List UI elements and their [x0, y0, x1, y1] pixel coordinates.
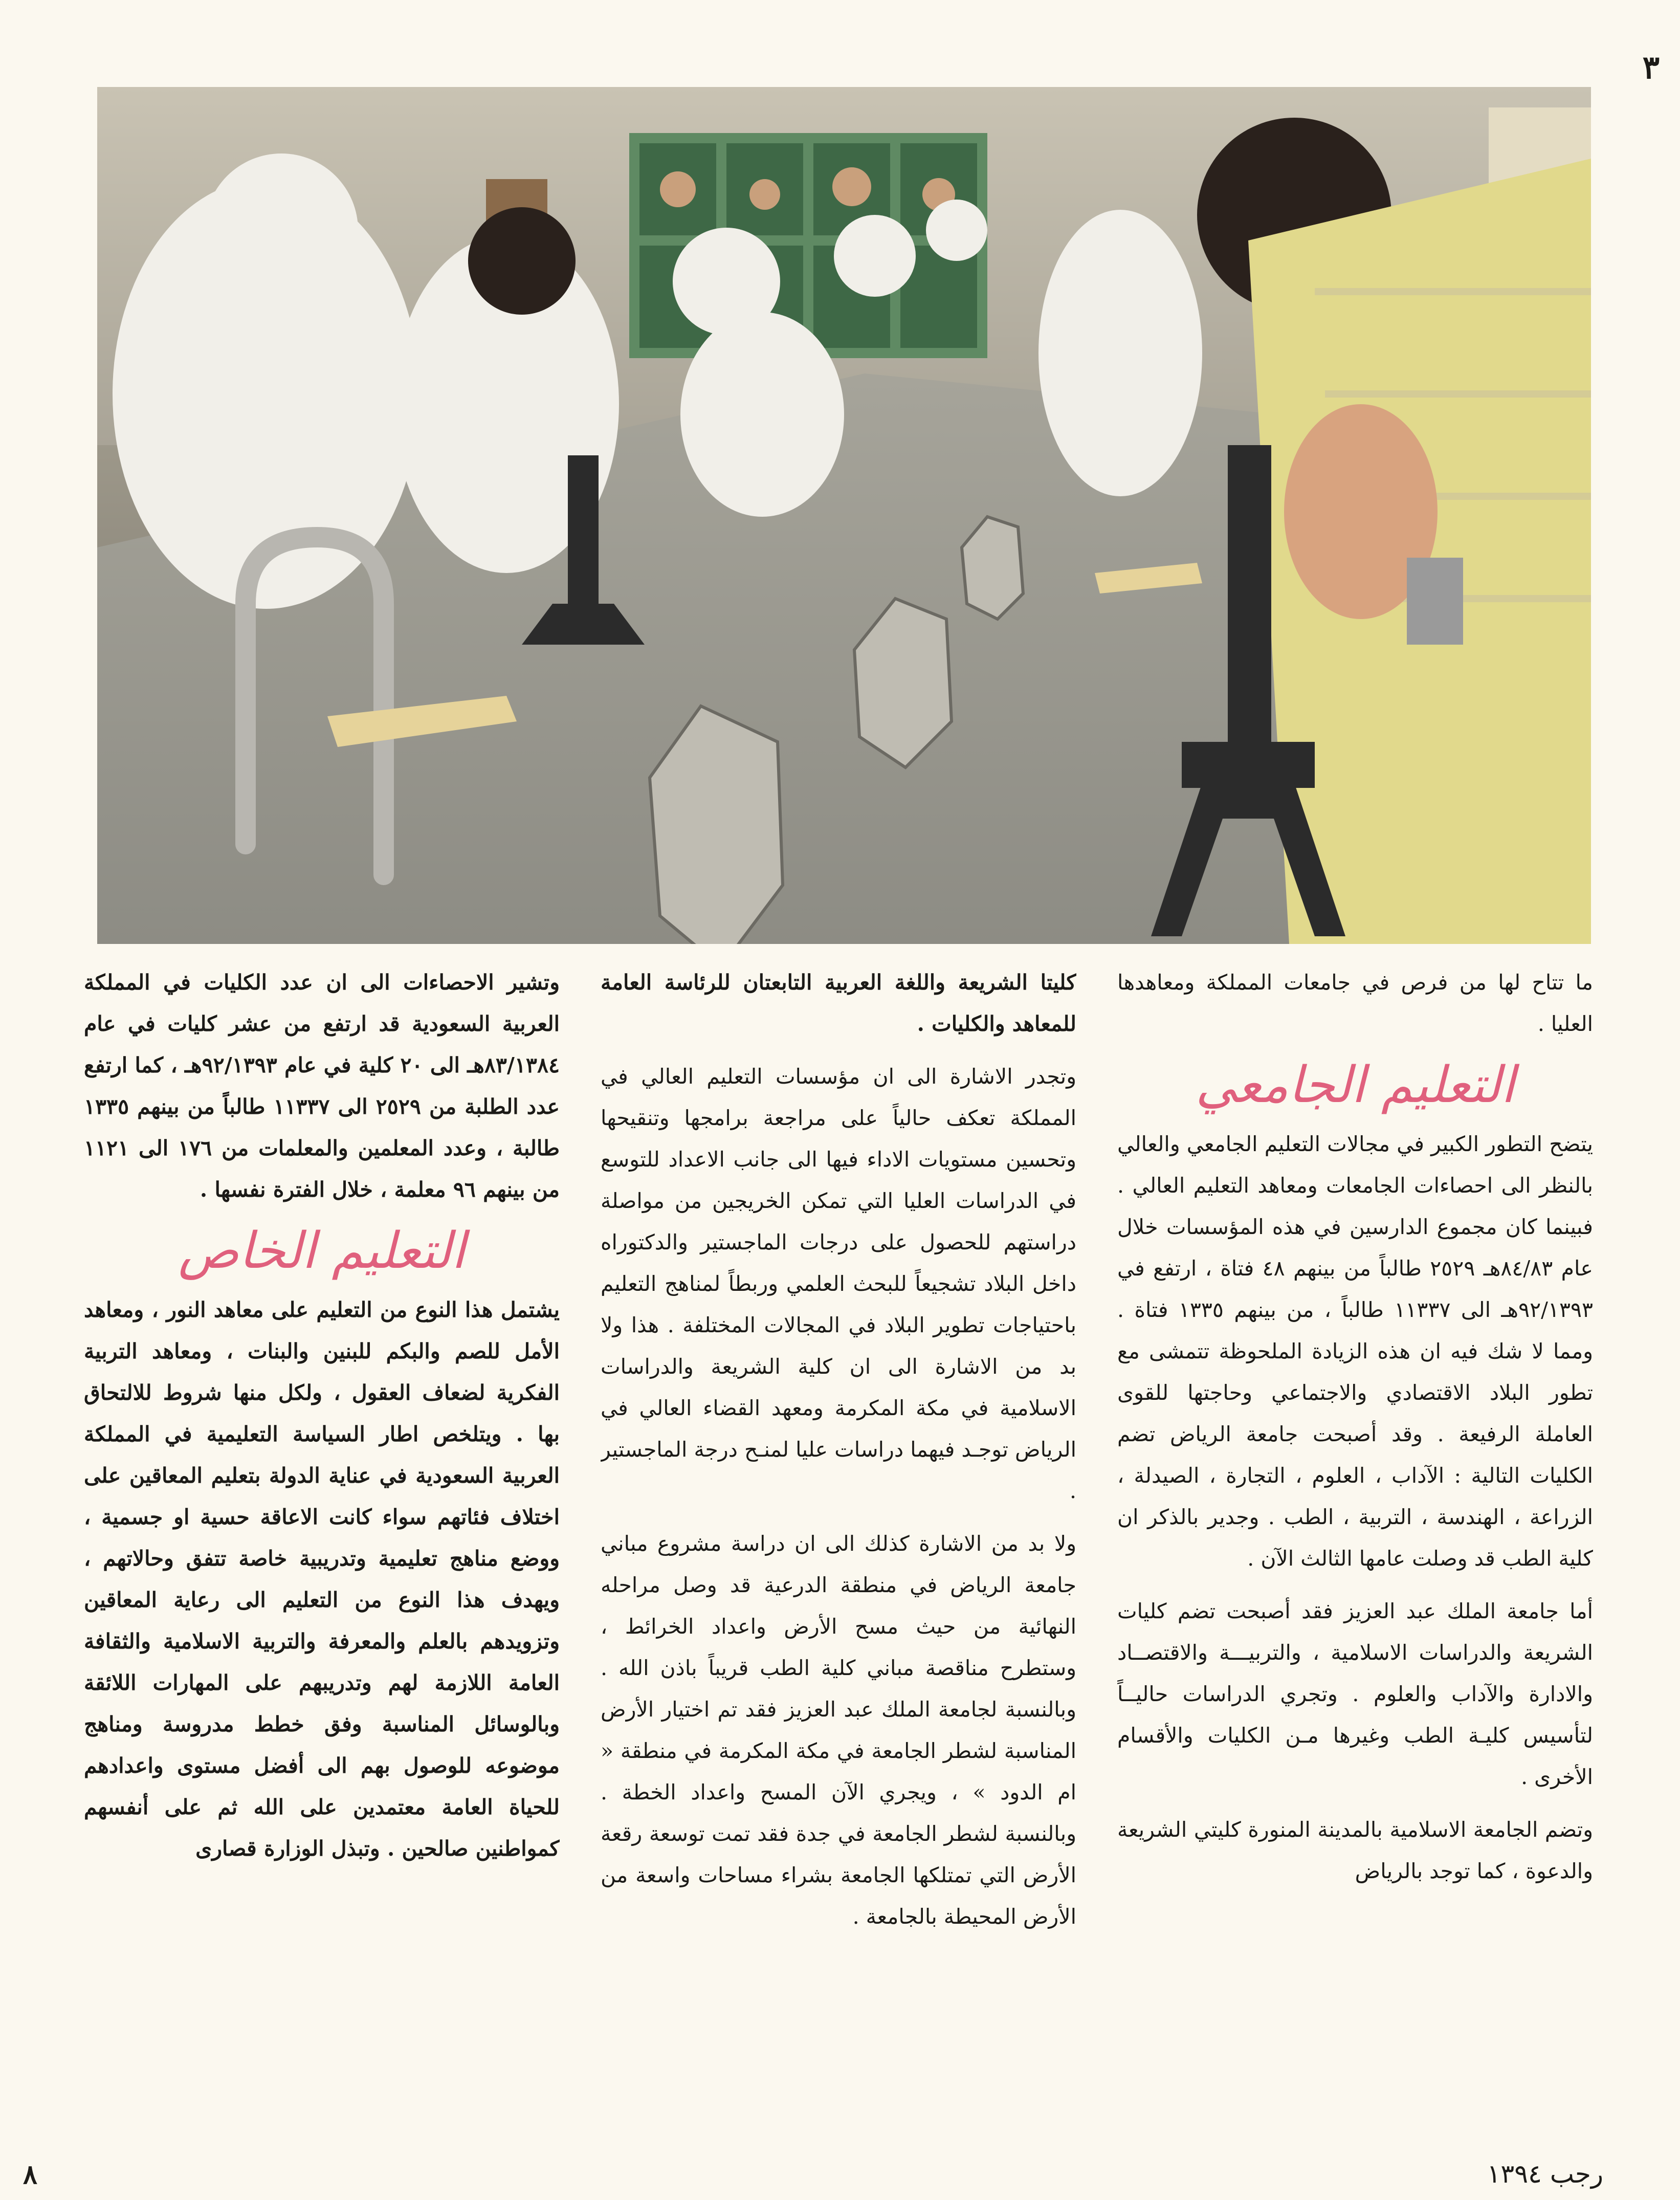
page-number-top: ٣: [1642, 49, 1660, 86]
paragraph: ولا بد من الاشارة كذلك الى ان دراسة مشروع مباني جامعة الرياض في منطقة الدرعية قد وصل مراحله النهائية من حيث مسح الأرض واعداد الخرائط ، وستطرح مناقصة مباني كلية الطب قريباً باذن الله . وبالنسبة لجامعة الملك عبد العزيز فقد تم اختيار الأرض المناسبة لشطر الجامعة في مكة المكرمة في منطقة « ام الدود » ، ويجري الآن المسح واعداد الخطة . وبالنسبة لشطر الجامعة في جدة فقد تمت توسعة رقعة الأرض التي تمتلكها الجامعة بشراء مساحات واسعة من الأرض المحيطة بالجامعة .: [601, 1531, 1076, 1929]
page-number-bottom: ٨: [23, 2159, 37, 2190]
microscope-lab-illustration: [97, 87, 1591, 944]
paragraph: يشتمل هذا النوع من التعليم على معاهد النور ، ومعاهد الأمل للصم والبكم للبنين والبنات ، ومعاهد التربية الفكرية لضعاف العقول ، ولكل منها شروط للالتحاق بها . ويتلخص اطار السياسة التعليمية في المملكة العربية السعودية في عناية الدولة بتعليم المعاقين على اختلاف فئاتهم سواء كانت الاعاقة حسية او جسمية ، ووضع مناهج تعليمية وتدريبية خاصة تتفق وحالاتهم ، ويهدف هذا النوع من التعليم الى رعاية المعاقين وتزويدهم بالعلم والمعرفة والتربية الاسلامية والثقافة العامة اللازمة لهم وتدريبهم على المهارات اللائقة وبالوسائل المناسبة وفق خطط مدروسة ومناهج موضوعه للوصول بهم الى أفضل مستوى واعدادهم للحياة العامة معتمدين على الله ثم على أنفسهم كمواطنين صالحين . وتبذل الوزارة قصارى: [84, 1297, 560, 1861]
paragraph: وتضم الجامعة الاسلامية بالمدينة المنورة كليتي الشريعة والدعوة ، كما توجد بالرياض: [1117, 1817, 1593, 1883]
section-heading-special-education: التعليم الخاص: [178, 1222, 466, 1280]
article-column-left: [84, 962, 560, 2087]
paragraph: يتضح التطور الكبير في مجالات التعليم الجامعي والعالي بالنظر الى احصاءات الجامعات ومعاهد التعليم العالي . فبينما كان مجموع الدارسين في هذه المؤسسات خلال عام ٨٤/٨٣هـ ٢٥٢٩ طالباً من بينهم ٤٨ فتاة ، ارتفع في ٩٢/١٣٩٣هـ الى ١١٣٣٧ طالباً ، من بينهم ١٣٣٥ فتاة . ومما لا شك فيه ان هذه الزيادة الملحوظة تتمشى مع تطور البلاد الاقتصادي والاجتماعي وحاجتها للقوى العاملة الرفيعة . وقد أصبحت جامعة الرياض تضم الكليات التالية : الآداب ، العلوم ، التجارة ، الصيدلة ، الزراعة ، الهندسة ، التربية ، الطب . وجدير بالذكر ان كلية الطب قد وصلت عامها الثالث الآن .: [1117, 1132, 1593, 1571]
footer-date: رجب ١٣٩٤: [1487, 2159, 1603, 2189]
paragraph: كليتا الشريعة واللغة العربية التابعتان للرئاسة العامة للمعاهد والكليات .: [601, 970, 1076, 1036]
paragraph: أما جامعة الملك عبد العزيز فقد أصبحت تضم كليات الشريعة والدراسات الاسلامية ، والتربيـــة والاقتصــاد والادارة والآداب والعلوم . وتجري الدراسات حاليــاً لتأسيس كليـة الطب وغيرها مـن الكليات والأقسام الأخرى .: [1117, 1599, 1593, 1789]
section-heading-university-education: التعليم الجامعي: [1196, 1056, 1515, 1114]
laboratory-photo: [97, 87, 1591, 944]
paragraph: وتشير الاحصاءات الى ان عدد الكليات في المملكة العربية السعودية قد ارتفع من عشر كليات في عام ٨٣/١٣٨٤هـ الى ٢٠ كلية في عام ٩٢/١٣٩٣هـ ، كما ارتفع عدد الطلبة من ٢٥٢٩ الى ١١٣٣٧ طالباً من بينهم ١٣٣٥ طالبة ، وعدد المعلمين والمعلمات من ١٧٦ الى ١١٢١ من بينهم ٩٦ معلمة ، خلال الفترة نفسها .: [84, 970, 560, 1202]
article-column-right: [1117, 962, 1593, 2087]
paragraph: وتجدر الاشارة الى ان مؤسسات التعليم العالي في المملكة تعكف حالياً على مراجعة برامجها وتنقيحها وتحسين مستويات الاداء فيها الى جانب الاعداد للتوسع في الدراسات العليا التي تمكن الخريجين من مواصلة دراستهم للحصول على درجات الماجستير والدكتوراه داخل البلاد تشجيعاً للبحث العلمي وربطاً لمناهج التعليم باحتياجات تطوير البلاد في المجالات المختلفة . هذا ولا بد من الاشارة الى ان كلية الشريعة والدراسات الاسلامية في مكة المكرمة ومعهد القضاء العالي في الرياض توجـد فيهما دراسات عليا لمنـح درجة الماجستير .: [601, 1064, 1076, 1503]
article-column-middle: [601, 962, 1076, 2087]
paragraph: ما تتاح لها من فرص في جامعات المملكة ومعاهدها العليا .: [1117, 970, 1593, 1036]
